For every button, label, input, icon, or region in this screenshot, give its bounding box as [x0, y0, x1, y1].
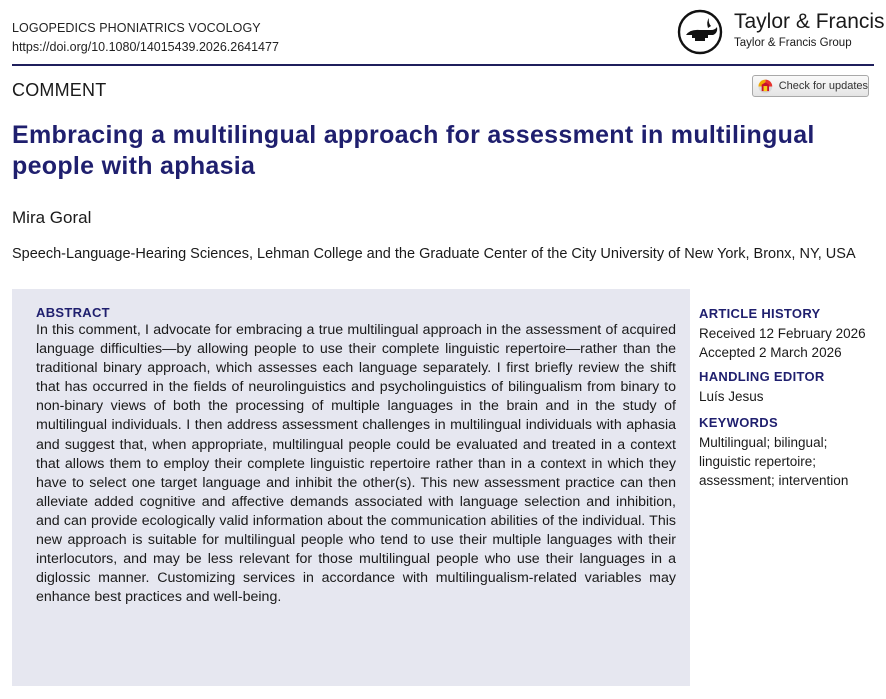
author-name: Mira Goral: [12, 208, 92, 227]
publisher-name: Taylor & Francis: [734, 10, 885, 33]
journal-name: LOGOPEDICS PHONIATRICS VOCOLOGY: [12, 21, 261, 35]
header-divider: [12, 64, 874, 66]
received-date: Received 12 February 2026: [699, 326, 866, 341]
handling-editor-heading: HANDLING EDITOR: [699, 369, 825, 384]
keywords-section: [699, 415, 859, 490]
publisher-group: Taylor & Francis Group: [734, 37, 852, 49]
handling-editor-name: Luís Jesus: [699, 389, 764, 404]
check-for-updates-label: Check for updates: [778, 80, 868, 92]
doi-link[interactable]: https://doi.org/10.1080/14015439.2026.2641477: [12, 40, 279, 54]
lamp-icon: [677, 8, 729, 56]
accepted-date: Accepted 2 March 2026: [699, 345, 842, 360]
author-affiliation: Speech-Language-Hearing Sciences, Lehman College and the Graduate Center of the City University of New York, Bronx, NY, USA: [12, 246, 856, 262]
abstract-box: [12, 289, 690, 686]
crossmark-icon: [758, 79, 773, 94]
article-history: [699, 306, 879, 362]
keywords-heading: KEYWORDS: [699, 415, 778, 430]
keywords-list: Multilingual; bilingual; linguistic repertoire; assessment; intervention: [699, 435, 849, 488]
article-title: Embracing a multilingual approach for assessment in multilingual people with aphasia: [12, 121, 815, 180]
check-for-updates-button[interactable]: [752, 75, 869, 97]
abstract-text: In this comment, I advocate for embracing a true multilingual approach in the assessment of acquired language difficulties—by allowing people to use their complete linguistic repertoire—rather than the traditional binary approach, which assesses each language separately. I first briefly review the shift that has occurred in the fields of neurolinguistics and psycholinguistics of bilingualism from binary to non-binary views of both the processing of multiple languages in the brain and in the study of multilingual individuals. I then address assessment challenges in multilingual individuals with aphasia and suggest that, when appropriate, multilingual people could be evaluated and treated in a context that allows them to employ their complete linguistic repertoire rather than in a context in which they have to select one target language and inhibit the other(s). This new assessment practice can then alleviate added cognitive and affective demands associated with language selection and inhibition, and can provide ecologically valid information about the communication abilities of the individual. This new approach is suitable for multilingual people who tend to use their multiple languages with their interlocutors, and may be less relevant for those multilingual people who use their languages in a diglossic manner. Customizing services in accordance with multilingualism-related variables may enhance best practices and well-being.: [36, 322, 676, 606]
article-history-heading: ARTICLE HISTORY: [699, 306, 821, 321]
section-label: COMMENT: [12, 80, 107, 100]
handling-editor: [699, 369, 879, 406]
abstract-heading: ABSTRACT: [36, 305, 110, 320]
